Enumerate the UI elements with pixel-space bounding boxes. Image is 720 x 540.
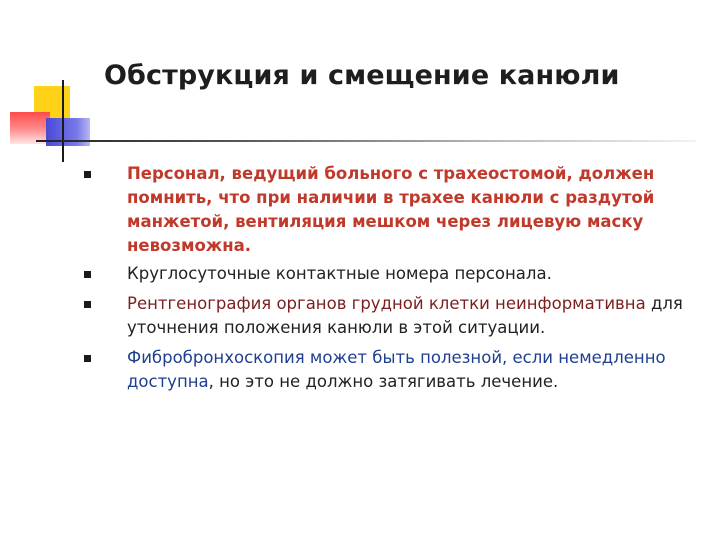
square-bullet-icon bbox=[84, 171, 91, 178]
bullet-text-part2: , но это не должно затягивать лечение. bbox=[208, 372, 559, 391]
bullet-text-part1: Фибробронхоскопия может быть полезной, если немедленно доступна bbox=[127, 348, 666, 391]
bullet-list bbox=[84, 162, 710, 400]
square-bullet-icon bbox=[84, 271, 91, 278]
bullet-text: Персонал, ведущий больного с трахеостомой, должен помнить, что при наличии в трахее канюли с раздутой манжетой, вентиляция мешком через лицевую маску невозможна. bbox=[127, 164, 655, 255]
bullet-text-part1: Рентгенография органов грудной клетки неинформативна bbox=[127, 294, 646, 313]
slide-title: Обструкция и смещение канюли bbox=[104, 60, 620, 91]
square-bullet-icon bbox=[84, 301, 91, 308]
vertical-rule bbox=[62, 80, 64, 162]
bullet-item-chest-xray bbox=[84, 292, 710, 340]
bullet-item-bronchoscopy bbox=[84, 346, 710, 394]
square-bullet-icon bbox=[84, 355, 91, 362]
bullet-item-bag-ventilation bbox=[84, 162, 710, 258]
bullet-text: Круглосуточные контактные номера персонала. bbox=[127, 264, 552, 283]
bullet-item-contact-numbers bbox=[84, 262, 710, 286]
title-underline bbox=[36, 140, 696, 142]
bullet-text-part2: для уточнения положения канюли в этой ситуации. bbox=[127, 294, 683, 337]
